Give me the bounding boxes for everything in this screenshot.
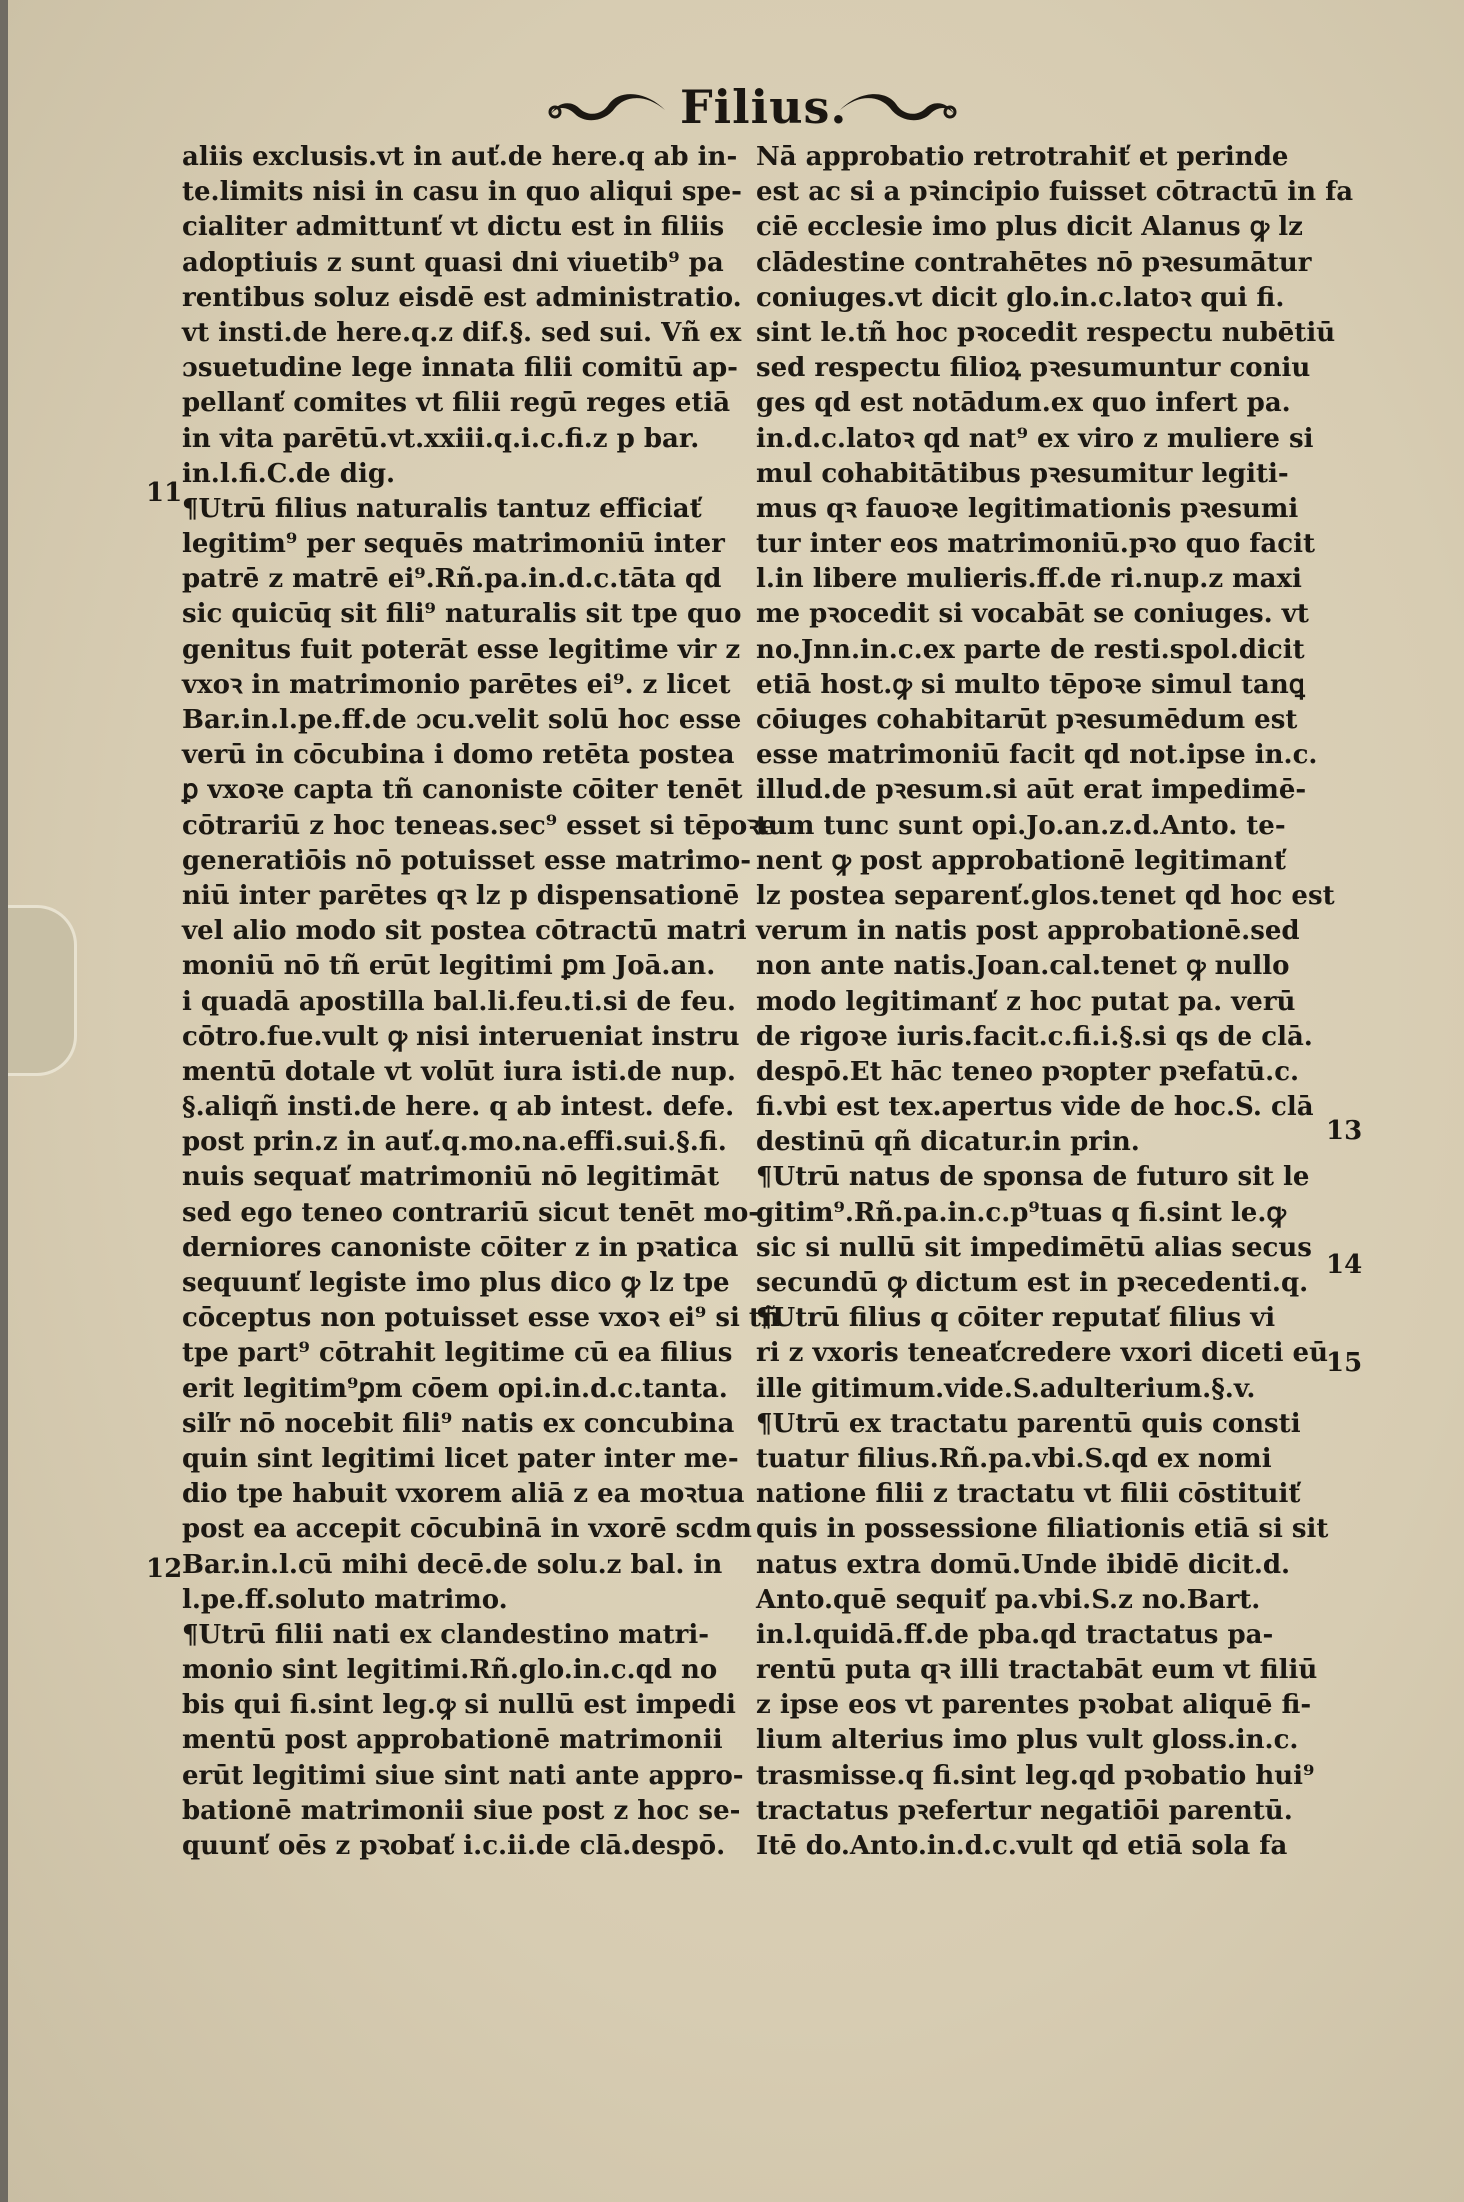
text-line: pellanť comites vt filii regū reges etiā — [182, 388, 731, 419]
margin-number-15: 15 — [1326, 1348, 1363, 1378]
text-line: est ac si a pꝛincipio fuisset cōtractū in fa — [756, 177, 1354, 208]
text-line: sint le.tñ hoc pꝛocedit respectu nubētiū — [756, 317, 1336, 348]
text-line: aliis exclusis.vt in auť.de here.q ab in- — [182, 142, 738, 172]
text-line: sed ego teneo contrariū sicut tenēt mo- — [182, 1197, 760, 1228]
text-line: vxoꝛ in matrimonio parētes ei⁹. z licet — [182, 669, 731, 700]
text-line: tum tunc sunt opi.Jo.an.z.d.Anto. te- — [756, 810, 1286, 841]
text-line: esse matrimoniū facit qd not.ipse in.c. — [756, 740, 1318, 771]
running-head — [545, 78, 965, 148]
text-line: erit legitim⁹ꝑm cōem opi.in.d.c.tanta. — [182, 1373, 728, 1404]
text-line: bis qui fi.sint leg.ꝙ si nullū est impedi — [182, 1690, 736, 1721]
text-line: ¶Utrū filius naturalis tantuz efficiať — [182, 493, 702, 524]
text-line: ¶Utrū filius q cōiter reputať filius vi — [756, 1303, 1276, 1334]
text-line: in.d.c.latoꝛ qd nat⁹ ex viro z muliere si — [756, 423, 1314, 454]
text-line: adoptiuis z sunt quasi dni viuetib⁹ pa — [182, 247, 724, 278]
text-line: generatiōis nō potuisset esse matrimo- — [182, 845, 751, 876]
text-line: tur inter eos matrimoniū.pꝛo quo facit — [756, 529, 1315, 560]
margin-number-14: 14 — [1326, 1250, 1363, 1280]
text-line: Anto.quē sequiť pa.vbi.S.z no.Bart. — [756, 1584, 1261, 1615]
text-line: Bar.in.l.pe.ff.de ɔcu.velit solū hoc esse — [182, 705, 742, 735]
text-line: quunť oēs z pꝛobať i.c.ii.de clā.despō. — [182, 1831, 726, 1861]
text-line: i quadā apostilla bal.li.feu.ti.si de feu. — [182, 986, 736, 1017]
text-line: ꝑ vxoꝛe capta tñ canoniste cōiter tenēt — [182, 775, 743, 806]
text-line: sed respectu filioꝝ pꝛesumuntur coniu — [756, 353, 1311, 384]
margin-number-11: 11 — [146, 478, 183, 508]
text-line: gitim⁹.Rñ.pa.in.c.p⁹tuas q fi.sint le.ꝙ — [756, 1197, 1286, 1228]
text-line: nent ꝙ post approbationē legitimanť — [756, 845, 1286, 876]
text-line: Itē do.Anto.in.d.c.vult qd etiā sola fa — [756, 1831, 1288, 1861]
text-line: ges qd est notādum.ex quo infert pa. — [756, 388, 1291, 419]
text-line: monio sint legitimi.Rñ.glo.in.c.qd no — [182, 1655, 718, 1686]
text-line: in.l.quidā.ff.de pba.qd tractatus pa- — [756, 1619, 1274, 1650]
text-line: destinū qñ dicatur.in prin. — [756, 1127, 1140, 1158]
text-line: ¶Utrū filii nati ex clandestino matri- — [182, 1619, 709, 1650]
text-line: tpe part⁹ cōtrahit legitime cū ea filius — [182, 1338, 733, 1369]
margin-number-12: 12 — [146, 1554, 183, 1584]
text-line: patrē z matrē ei⁹.Rñ.pa.in.d.c.tāta qd — [182, 564, 722, 595]
left-flourish-icon — [545, 88, 675, 133]
left-text-column — [182, 140, 780, 1861]
text-line: sic quicūq sit fili⁹ naturalis sit tpe quo — [182, 599, 742, 630]
text-line: etiā host.ꝙ si multo tēpoꝛe simul tanꝗ — [756, 669, 1305, 700]
text-line: quin sint legitimi licet pater inter me- — [182, 1443, 739, 1474]
text-line: clādestine contrahētes nō pꝛesumātur — [756, 247, 1312, 278]
text-line: ciē ecclesie imo plus dicit Alanus ꝙ lz — [756, 212, 1303, 243]
text-line: coniuges.vt dicit glo.in.c.latoꝛ qui fi. — [756, 282, 1285, 313]
text-line: §.aliqñ insti.de here. q ab intest. defe. — [182, 1092, 735, 1123]
text-line: z ipse eos vt parentes pꝛobat aliquē fi- — [756, 1690, 1312, 1721]
text-line: secundū ꝙ dictum est in pꝛecedenti.q. — [756, 1268, 1309, 1298]
text-line: l.in libere mulieris.ff.de ri.nup.z maxi — [756, 564, 1302, 595]
text-line: natione filii z tractatu vt filii cōstituiť — [756, 1479, 1301, 1510]
text-line: genitus fuit poterāt esse legitime vir z — [182, 634, 741, 665]
text-line: mul cohabitātibus pꝛesumitur legiti- — [756, 458, 1289, 489]
text-line: lz postea separenť.glos.tenet qd hoc est — [756, 880, 1335, 911]
text-line: post prin.z in auť.q.mo.na.effi.sui.§.fi. — [182, 1127, 727, 1158]
right-flourish-icon — [830, 88, 960, 133]
text-line: de rigoꝛe iuris.facit.c.fi.i.§.si qs de clā. — [756, 1021, 1313, 1052]
text-line: mus qꝛ fauoꝛe legitimationis pꝛesumi — [756, 493, 1299, 524]
text-line: non ante natis.Joan.cal.tenet ꝙ nullo — [756, 951, 1290, 982]
text-line: sic si nullū sit impedimētū alias secus — [756, 1232, 1312, 1263]
text-line: Nā approbatio retrotrahiť et perinde — [756, 142, 1289, 172]
text-line: verū in cōcubina i domo retēta postea — [182, 740, 735, 771]
text-line: vel alio modo sit postea cōtractū matri — [182, 916, 747, 947]
text-line: nuis sequať matrimoniū nō legitimāt — [182, 1162, 720, 1193]
text-line: rentū puta qꝛ illi tractabāt eum vt filiū — [756, 1655, 1318, 1686]
text-line: l.pe.ff.soluto matrimo. — [182, 1584, 508, 1615]
text-line: ¶Utrū ex tractatu parentū quis consti — [756, 1408, 1301, 1439]
text-line: quis in possessione filiationis etiā si sit — [756, 1514, 1329, 1545]
text-line: sequunť legiste imo plus dico ꝙ lz tpe — [182, 1268, 730, 1298]
text-line: trasmisse.q fi.sint leg.qd pꝛobatio hui⁹ — [756, 1760, 1315, 1791]
text-line: post ea accepit cōcubinā in vxorē scdm — [182, 1514, 752, 1545]
text-line: rentibus soluz eisdē est administratio. — [182, 282, 742, 313]
text-line: tractatus pꝛefertur negatiōi parentū. — [756, 1795, 1293, 1826]
bookmark-tab — [8, 905, 77, 1076]
text-line: tuatur filius.Rñ.pa.vbi.S.qd ex nomi — [756, 1443, 1272, 1474]
text-line: illud.de pꝛesum.si aūt erat impedimē- — [756, 775, 1307, 806]
text-line: no.Jnn.in.c.ex parte de resti.spol.dicit — [756, 634, 1305, 665]
text-line: ille gitimum.vide.S.adulterium.§.v. — [756, 1373, 1256, 1404]
text-line: dio tpe habuit vxorem aliā z ea moꝛtua — [182, 1479, 745, 1510]
text-line: mentū dotale vt volūt iura isti.de nup. — [182, 1056, 736, 1087]
text-line: ri z vxoris teneaťcredere vxori diceti eū — [756, 1338, 1328, 1369]
text-line: cialiter admittunť vt dictu est in filiis — [182, 212, 725, 243]
text-line: verum in natis post approbationē.sed — [756, 916, 1300, 947]
text-line: lium alterius imo plus vult gloss.in.c. — [756, 1725, 1299, 1756]
text-line: Bar.in.l.cū mihi decē.de solu.z bal. in — [182, 1549, 723, 1580]
text-line: cōtrariū z hoc teneas.sec⁹ esset si tēpoꝛe — [182, 810, 777, 841]
text-line: moniū nō tñ erūt legitimi ꝑm Joā.an. — [182, 951, 716, 982]
text-line: derniores canoniste cōiter z in pꝛatica — [182, 1232, 739, 1263]
text-line: modo legitimanť z hoc putat pa. verū — [756, 986, 1296, 1017]
text-line: me pꝛocedit si vocabāt se coniuges. vt — [756, 599, 1309, 630]
text-line: in.l.fi.C.de dig. — [182, 458, 396, 489]
text-line: natus extra domū.Unde ibidē dicit.d. — [756, 1549, 1291, 1580]
text-line: siľr nō nocebit fili⁹ natis ex concubina — [182, 1408, 735, 1439]
text-line: erūt legitimi siue sint nati ante appro- — [182, 1760, 744, 1791]
text-line: fi.vbi est tex.apertus vide de hoc.S. clā — [756, 1092, 1314, 1123]
text-line: ¶Utrū natus de sponsa de futuro sit le — [756, 1162, 1310, 1193]
text-line: cōtro.fue.vult ꝙ nisi interueniat instru — [182, 1021, 740, 1052]
text-line: in vita parētū.vt.xxiii.q.i.c.fi.z p bar. — [182, 423, 700, 454]
text-line: bationē matrimonii siue post z hoc se- — [182, 1795, 741, 1826]
text-line: despō.Et hāc teneo pꝛopter pꝛefatū.c. — [756, 1056, 1300, 1087]
page-title: Filius. — [680, 80, 848, 134]
text-line: te.limits nisi in casu in quo aliqui spe- — [182, 177, 742, 208]
text-line: niū inter parētes qꝛ lz p dispensationē — [182, 880, 740, 911]
margin-number-13: 13 — [1326, 1116, 1363, 1146]
text-line: mentū post approbationē matrimonii — [182, 1725, 723, 1756]
text-line: legitim⁹ per sequēs matrimoniū inter — [182, 529, 725, 560]
text-line: ɔsuetudine lege innata filii comitū ap- — [182, 353, 738, 384]
text-line: cōiuges cohabitarūt pꝛesumēdum est — [756, 705, 1298, 735]
text-line: vt insti.de here.q.z dif.§. sed sui. Vñ ex — [182, 317, 742, 348]
text-line: cōceptus non potuisset esse vxoꝛ ei⁹ si tñ — [182, 1303, 780, 1334]
